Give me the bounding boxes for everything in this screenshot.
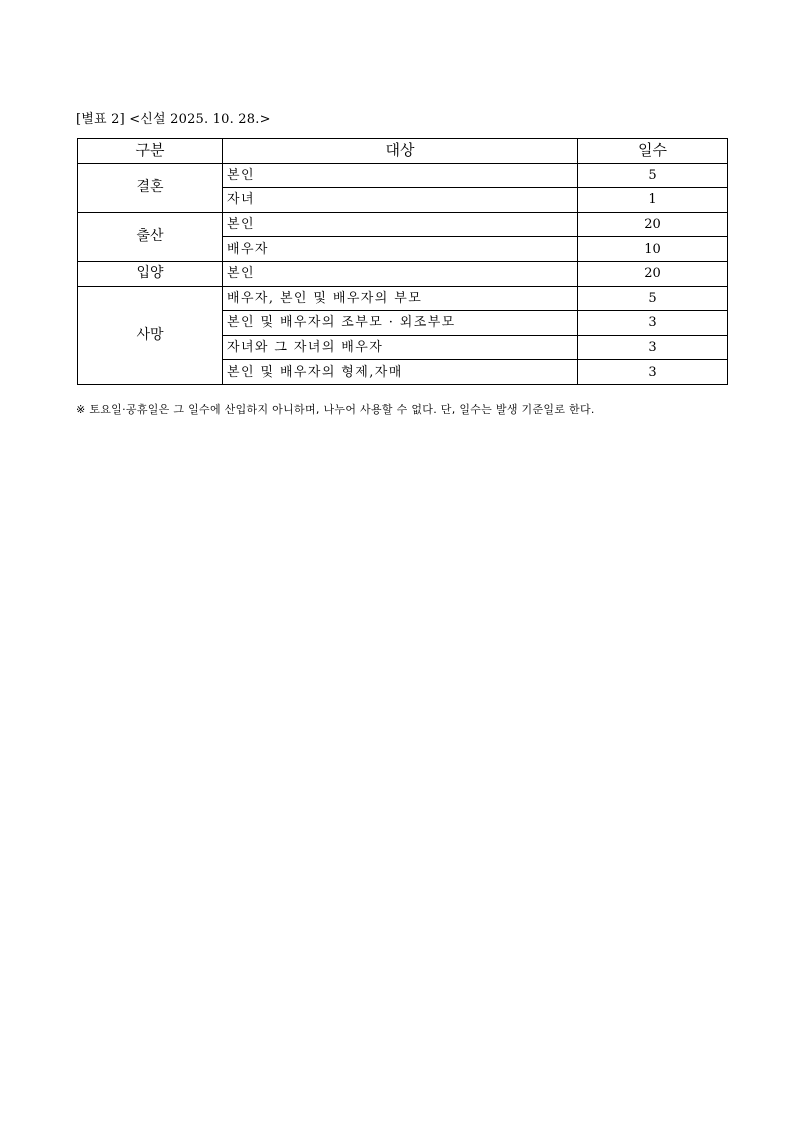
days-cell: 10 <box>578 237 728 262</box>
category-marriage: 결혼 <box>78 163 223 212</box>
target-cell: 자녀와 그 자녀의 배우자 <box>223 335 578 360</box>
table-header-row <box>78 139 728 164</box>
category-bereavement: 사망 <box>78 286 223 384</box>
days-cell: 1 <box>578 188 728 213</box>
table-row <box>78 163 728 188</box>
category-childbirth: 출산 <box>78 212 223 261</box>
leave-days-table <box>77 138 728 385</box>
days-cell: 5 <box>578 286 728 311</box>
table-row <box>78 261 728 286</box>
target-cell: 배우자 <box>223 237 578 262</box>
days-cell: 20 <box>578 212 728 237</box>
target-cell: 본인 <box>223 261 578 286</box>
category-adoption: 입양 <box>78 261 223 286</box>
target-cell: 본인 및 배우자의 조부모 · 외조부모 <box>223 311 578 336</box>
target-cell: 본인 및 배우자의 형제,자매 <box>223 360 578 385</box>
target-cell: 본인 <box>223 212 578 237</box>
footnote: ※ 토요일·공휴일은 그 일수에 산입하지 아니하며, 나누어 사용할 수 없다. 단, 일수는 발생 기준일로 한다. <box>76 403 595 416</box>
target-cell: 배우자, 본인 및 배우자의 부모 <box>223 286 578 311</box>
header-days: 일수 <box>578 139 728 164</box>
days-cell: 3 <box>578 335 728 360</box>
target-cell: 본인 <box>223 163 578 188</box>
target-cell: 자녀 <box>223 188 578 213</box>
header-target: 대상 <box>223 139 578 164</box>
header-category: 구분 <box>78 139 223 164</box>
days-cell: 20 <box>578 261 728 286</box>
days-cell: 5 <box>578 163 728 188</box>
days-cell: 3 <box>578 360 728 385</box>
table-row <box>78 286 728 311</box>
table-row <box>78 212 728 237</box>
days-cell: 3 <box>578 311 728 336</box>
table-heading: [별표 2] <신설 2025. 10. 28.> <box>76 112 271 127</box>
